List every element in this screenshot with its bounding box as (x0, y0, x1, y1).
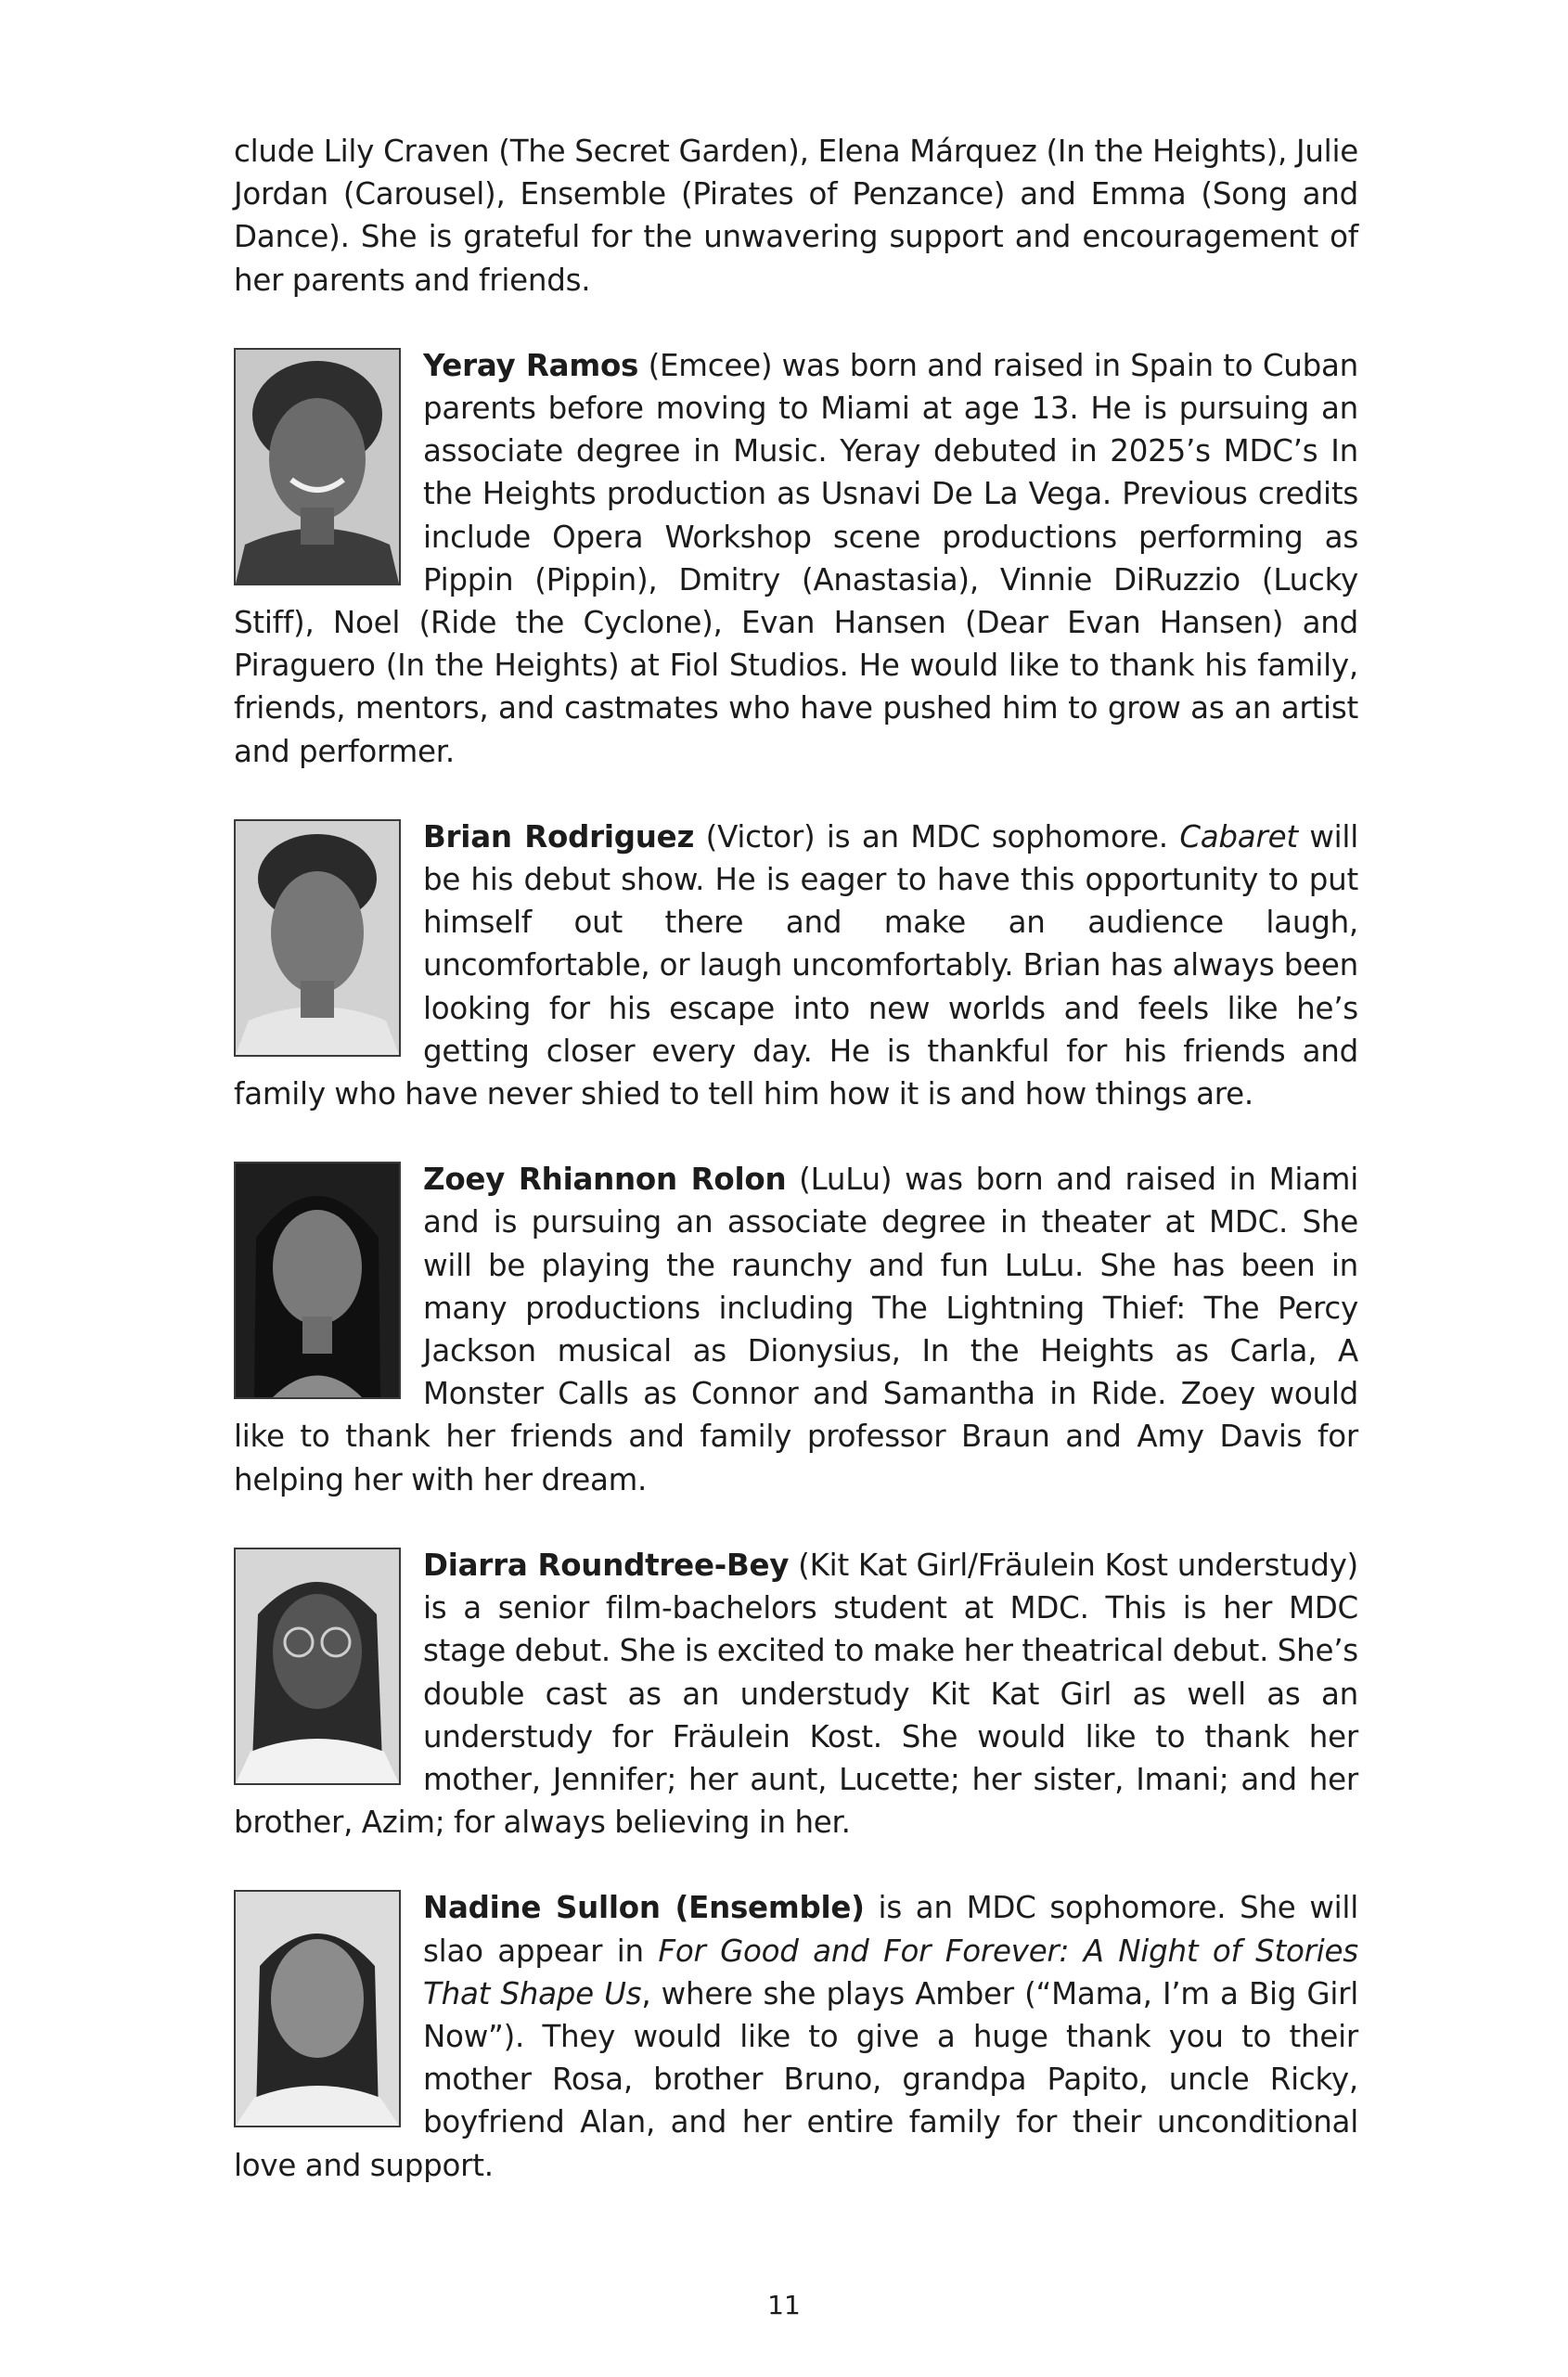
bio-zoey-rhiannon-rolon (234, 1158, 1358, 1501)
bio-nadine-sullon (234, 1886, 1358, 2186)
bio-text: (LuLu) was born and raised in Miami and is pursuing an associate degree in theater at MDC. She will be playing the raunchy and fun LuLu. She has been in many productions including The Lightning Thief: The Percy Jackson musical as Dionysius, In the Heights as Carla, A Monster Calls as Connor and Samantha in Ride. Zoey would like to thank her friends and family professor Braun and Amy Davis for helping her with her dream. (234, 1162, 1358, 1497)
bio-diarra-roundtree-bey (234, 1544, 1358, 1844)
bio-name: Diarra Roundtree-Bey (423, 1547, 790, 1583)
headshot-photo (234, 819, 401, 1057)
bio-name: Zoey Rhiannon Rolon (423, 1162, 787, 1198)
bio-text-continued: , where she plays Amber (“Mama, I’m a Big Girl Now”). They would like to give a huge thank you to their mother Rosa, brother Bruno, grandpa Papito, uncle Ricky, boyfriend Alan, and her entire family for their unconditional love and support. (234, 1975, 1359, 2183)
intro-paragraph: clude Lily Craven (The Secret Garden), Elena Márquez (In the Heights), Julie Jordan (Carousel), Ensemble (Pirates of Penzance) and Emma (Song and Dance). She is grateful for the unwavering support and encouragement of her parents and friends. (234, 134, 1358, 298)
show-title: For Good and For Forever: A Night of Stories That Shape Us (423, 1933, 1358, 2011)
bio-name: Nadine Sullon (Ensemble) (423, 1890, 865, 1926)
show-title: Cabaret (1179, 818, 1298, 854)
bio-yeray-ramos (234, 344, 1358, 773)
bio-name: Yeray Ramos (423, 347, 639, 383)
bio-text: (Emcee) was born and raised in Spain to Cuban parents before moving to Miami at age 13. He is pursuing an associate degree in Music. Yeray debuted in 2025’s MDC’s In the Heights production as Usnavi De La Vega. Previous credits include Opera Workshop scene productions performing as Pippin (Pippin), Dmitry (Anastasia), Vinnie DiRuzzio (Lucky Stiff), Noel (Ride the Cyclone), Evan Hansen (Dear Evan Hansen) and Piraguero (In the Heights) at Fiol Studios. He would like to thank his family, friends, mentors, and castmates who have pushed him to grow as an artist and performer. (234, 347, 1358, 769)
bio-text-continued: will be his debut show. He is eager to have this opportunity to put himself out there and make an audience laugh, uncomfortable, or laugh uncomfortably. Brian has always been looking for his escape into new worlds and feels like he’s getting closer every day. He is thankful for his friends and family who have never shied to tell him how it is and how things are. (234, 818, 1358, 1112)
bio-name: Brian Rodriguez (423, 818, 695, 854)
headshot-photo (234, 1162, 401, 1399)
headshot-photo (234, 348, 401, 585)
page-number: 11 (767, 2290, 801, 2320)
headshot-photo (234, 1548, 401, 1785)
program-page-content (234, 130, 1358, 2187)
bio-text: is an MDC sophomore. She will slao appear in (423, 1890, 1358, 1969)
headshot-photo (234, 1890, 401, 2127)
bio-text: (Kit Kat Girl/Fräulein Kost understudy) is a senior film-bachelors student at MDC. This is her MDC stage debut. She is excited to make her theatrical debut. She’s double cast as an understudy Kit Kat Girl as well as an understudy for Fräulein Kost. She would like to thank her mother, Jennifer; her aunt, Lucette; her sister, Imani; and her brother, Azim; for always believing in her. (234, 1547, 1358, 1841)
bio-brian-rodriguez (234, 816, 1358, 1115)
bio-text: (Victor) is an MDC sophomore. (694, 818, 1180, 854)
